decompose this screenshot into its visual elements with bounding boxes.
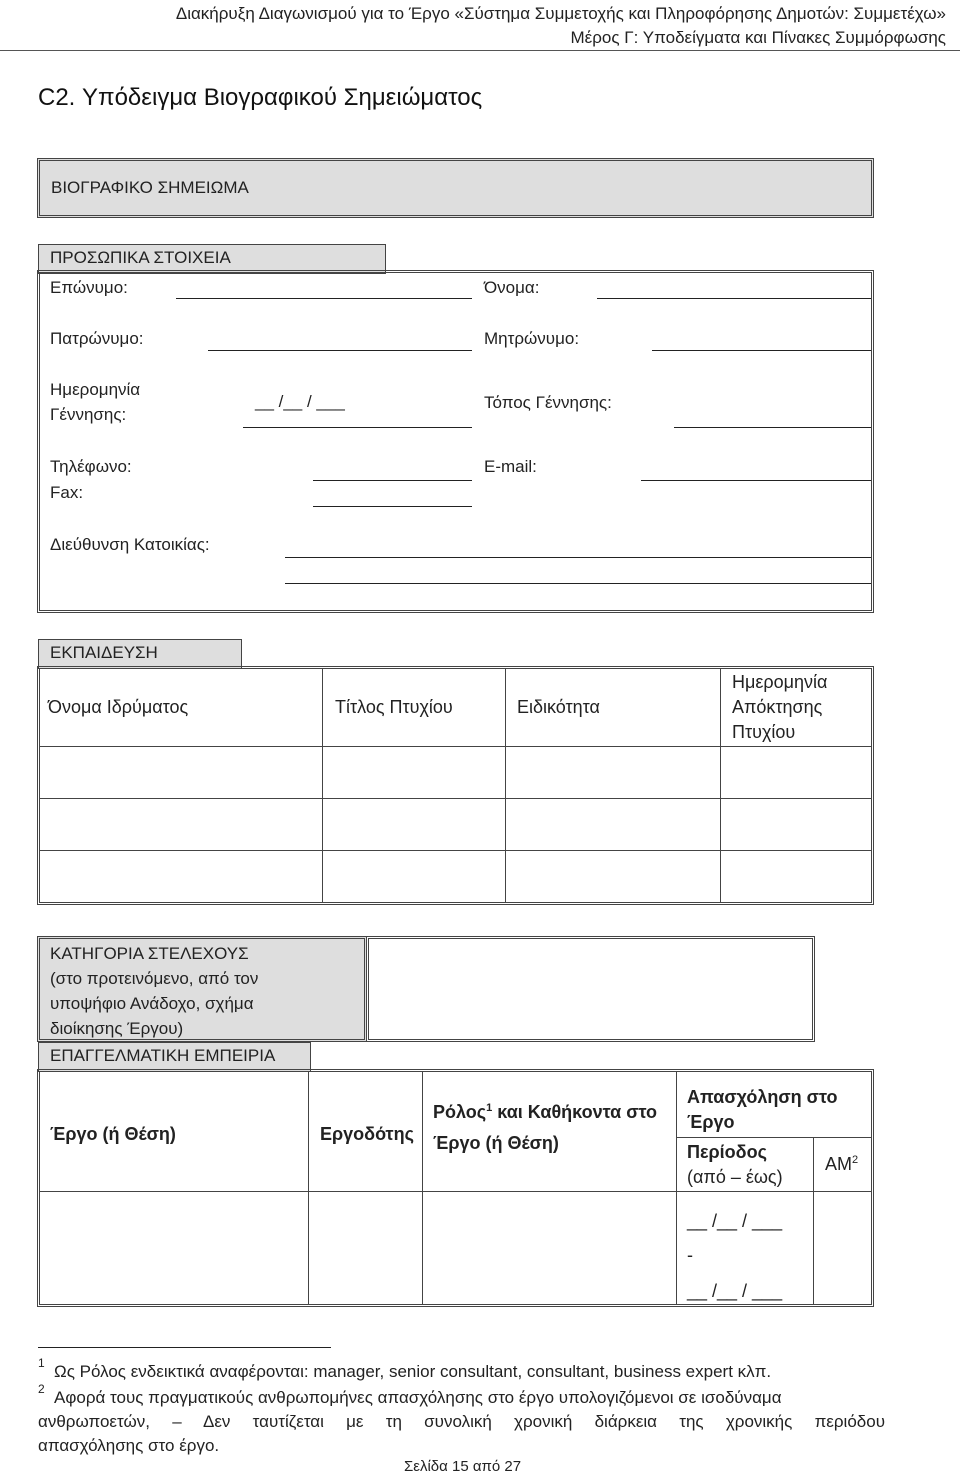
education-header-institution: Όνομα Ιδρύματος [48,697,189,717]
education-header-date-line3: Πτυχίου [732,722,796,742]
education-header-date-line2: Απόκτησης [732,697,823,717]
name-label: Όνομα: [484,278,540,297]
mother-name-field[interactable] [652,350,871,351]
birthplace-field[interactable] [674,427,871,428]
category-note-line1: (στο προτεινόμενο, από τον [50,969,259,988]
phone-field[interactable] [313,480,472,481]
father-name-label: Πατρώνυμο: [50,329,144,348]
experience-header-am: $AM^2$ [825,1154,859,1174]
dob-underline [243,427,472,428]
experience-header-employment-line2: Έργο [687,1112,735,1132]
experience-header-divider [39,1191,872,1192]
personal-details-box [37,270,874,613]
experience-col-divider-4 [813,1137,814,1305]
cv-title-box [37,158,874,218]
experience-header-employer: Εργοδότης [320,1124,414,1144]
experience-tab: ΕΠΑΓΓΕΛΜΑΤΙΚΗ ΕΜΠΕΙΡΙΑ [38,1042,311,1072]
period-from-field[interactable]: __ /__ / ___ [687,1211,783,1231]
footnote-2-number: 2 [38,1382,45,1396]
dob-label-line1: Ημερομηνία [50,380,141,399]
experience-header-role-line1: Ρόλος$^1$ και Καθήκοντα στο [433,1102,658,1122]
page-number: Σελίδα 15 από 27 [404,1458,522,1475]
experience-header-period: Περίοδος [687,1142,767,1162]
header-divider [0,50,960,51]
education-header-degree: Τίτλος Πτυχίου [335,697,453,717]
experience-col-divider-3 [676,1071,677,1305]
footnote-2-text-line2: ανθρωποετών, – Δεν ταυτίζεται με τη συνολική χρονική διάρκεια της χρονικής περιόδου [38,1412,885,1431]
education-header-divider [39,746,872,747]
personal-details-tab: ΠΡΟΣΩΠΙΚΑ ΣΤΟΙΧΕΙΑ [38,244,386,274]
mother-name-label: Μητρώνυμο: [484,329,580,348]
footnote-2-text-line1: Αφορά τους πραγματικούς ανθρωπομήνες απασχόλησης στο έργο υπολογιζόμενοι σε ισοδύναμα [54,1388,782,1407]
phone-label: Τηλέφωνο: [50,457,132,476]
category-title: ΚΑΤΗΓΟΡΙΑ ΣΤΕΛΕΧΟΥΣ [50,944,249,963]
experience-header-period-range: (από – έως) [687,1167,783,1187]
address-field-line1[interactable] [285,557,871,558]
footnote-separator [38,1347,331,1348]
category-box [37,936,367,1042]
email-label: E-mail: [484,457,537,476]
surname-label: Επώνυμο: [50,278,128,297]
section-title: C2. Υπόδειγμα Βιογραφικού Σημειώματος [38,84,483,111]
education-col-divider-1 [322,668,323,903]
document-header-title: Διακήρυξη Διαγωνισμού για το Έργο «Σύστημα Συμμετοχής και Πληροφόρησης Δημοτών: Συμμετέχω» [175,4,946,23]
period-dash: - [687,1245,693,1265]
category-note-line3: διοίκησης Έργου) [50,1019,184,1038]
father-name-field[interactable] [208,350,472,351]
employment-subheader-divider [676,1137,872,1138]
footnote-1-number: 1 [38,1356,45,1370]
experience-header-employment-line1: Απασχόληση στο [687,1087,838,1107]
period-to-field[interactable]: __ /__ / ___ [687,1281,783,1301]
education-header-date-line1: Ημερομηνία [732,672,828,692]
experience-col-divider-2 [422,1071,423,1305]
document-header-subtitle: Μέρος Γ: Υποδείγματα και Πίνακες Συμμόρφωσης [570,28,946,47]
surname-field[interactable] [176,298,472,299]
email-field[interactable] [641,480,871,481]
experience-header-project: Έργο (ή Θέση) [50,1124,176,1144]
address-field-line2[interactable] [285,583,871,584]
address-label: Διεύθυνση Κατοικίας: [50,535,210,554]
experience-col-divider-1 [308,1071,309,1305]
footnote-2-text-line3: απασχόλησης στο έργο. [38,1436,220,1455]
fax-field[interactable] [313,506,472,507]
category-value-field[interactable] [366,936,815,1042]
category-note-line2: υποψήφιο Ανάδοχο, σχήμα [50,994,254,1013]
name-field[interactable] [597,298,871,299]
footnote-1-text: Ως Ρόλος ενδεικτικά αναφέρονται: manager, senior consultant, consultant, business expert κλπ. [54,1362,772,1381]
education-row-divider-1 [39,798,872,799]
education-row-divider-2 [39,850,872,851]
education-col-divider-3 [720,668,721,903]
experience-header-role-line2: Έργο (ή Θέση) [433,1133,559,1153]
dob-field[interactable]: __ /__ / ___ [255,392,345,411]
cv-title: ΒΙΟΓΡΑΦΙΚΟ ΣΗΜΕΙΩΜΑ [51,178,249,197]
birthplace-label: Τόπος Γέννησης: [484,393,612,412]
education-tab: ΕΚΠΑΙΔΕΥΣΗ [38,639,242,669]
fax-label: Fax: [50,483,84,502]
education-header-specialty: Ειδικότητα [517,697,600,717]
dob-label-line2: Γέννησης: [50,405,127,424]
education-col-divider-2 [505,668,506,903]
